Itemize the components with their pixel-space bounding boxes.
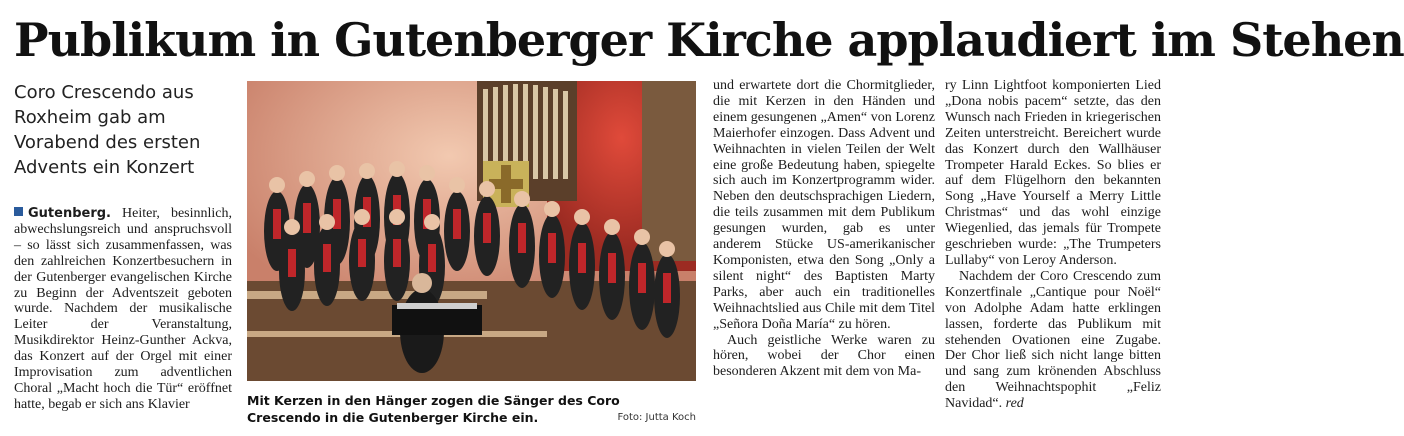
article-column-4 [945,78,1161,412]
photo-caption: Mit Kerzen in den Hänger zogen die Sänger des Coro Crescendo in die Gutenberger Kirche ein. [247,393,620,425]
author-signoff: red [1005,396,1024,412]
article-text: Heiter, besinnlich, abwechslungsreich und anspruchsvoll – so lässt sich zusammenfassen, was den zahlreichen Konzertbesuchern in der Gutenberger evangelischen Kirche zu Beginn der Adventszeit geboten wurde. Nachdem der musikalische Leiter der Veranstaltung, Musikdirektor Heinz-Gunther Ackva, das Konzert auf der Orgel mit einer Improvisation zum adventlichen Choral „Macht hoch die Tür“ eröffnet hatte, begab er sich ans Klavier [14,206,232,412]
article-headline: Publikum in Gutenberger Kirche applaudiert im Stehen [14,13,1404,67]
article-column-3 [713,78,935,380]
dateline-square-icon [14,207,23,216]
article-dateline: Gutenberg. [28,206,111,221]
article-paragraph: und erwartete dort die Chormitglieder, die mit Kerzen in den Händen und einem gesungenen „Amen“ von Lorenz Maierhofer einzogen. Dass Advent und Weihnachten in vielen Teilen der Welt eine große Bedeutung haben, spiegelte sich auch im Konzertprogramm wider. Neben den deutschsprachigen Liedern, die teils zusammen mit dem Publikum gesungen wurden, gab es unter anderem Stücke US-amerikanischer Komponisten, etwa den Song „Only a silent night“ des Baptisten Marty Parks, aber auch ein traditionelles Weihnachtslied aus Chile mit dem Titel „Señora Doña María“ zu hören. [713,78,935,332]
article-paragraph [945,269,1161,412]
article-photo [247,81,696,381]
article-subheadline: Coro Crescendo aus Roxheim gab am Vorabend des ersten Advents ein Konzert [14,82,201,178]
article-paragraph: Auch geistliche Werke waren zu hören, wobei der Chor einen besonderen Akzent mit dem von Ma- [713,332,935,380]
article-text: Nachdem der Coro Crescendo zum Konzertfinale „Cantique pour Noël“ von Adolphe Adam hatte erklingen lassen, forderte das Publikum mit stehenden Ovationen eine Zugabe. Der Chor ließ sich nicht lange bitten und sang zum krönenden Abschluss den Weihnachtspophit „Feliz Navidad“. [945,268,1161,412]
photo-credit: Foto: Jutta Koch [617,412,696,423]
article-paragraph: ry Linn Lightfoot komponierten Lied „Dona nobis pacem“ setzte, das den Wunsch nach Frieden in kriegerischen Zeiten unterstreicht. Bereichert wurde das Konzert durch den Wallhäuser Trompeter Harald Eckes. So blies er auf dem Flügelhorn den bekannten Song „Have Yourself a Merry Little Christmas“ und das wohl einzige Wiegenlied, das jemals für Trompete geschrieben wurde: „The Trumpeters Lullaby“ von Leroy Anderson. [945,78,1161,268]
article-paragraph [14,206,232,413]
photo-caption-block [247,392,696,426]
article-column-1 [14,206,232,413]
